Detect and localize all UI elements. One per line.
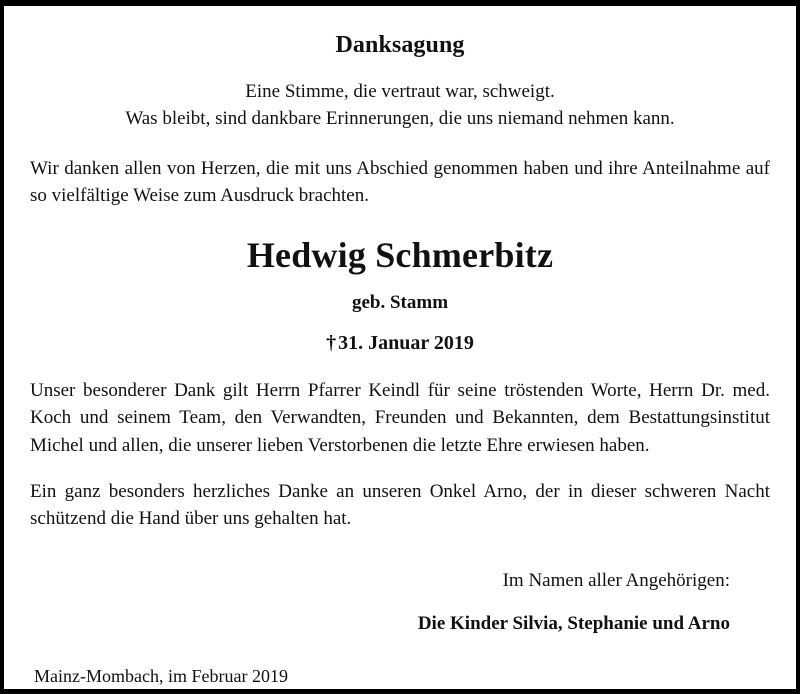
place-and-date: Mainz-Mombach, im Februar 2019 [34, 666, 288, 687]
verse-line-2: Was bleibt, sind dankbare Erinnerungen, die uns niemand nehmen kann. [125, 107, 675, 129]
deceased-maiden-name: geb. Stamm [351, 292, 449, 314]
death-date-value: 31. Januar 2019 [338, 331, 474, 354]
signature-names: Die Kinder Silvia, Stephanie und Arno [417, 613, 730, 635]
page-title: Danksagung [335, 32, 465, 58]
signature-intro: Im Namen aller Angehörigen: [502, 569, 730, 591]
memorial-verse [30, 79, 770, 133]
thanks-detail-paragraph-1: Unser besonderer Dank gilt Herrn Pfarrer Keindl für seine tröstenden Worte, Herrn Dr. med. Koch und seinem Team, den Verwandten, Freunden und Bekannten, dem Bestattungsinstitut Michel und allen, die unserer lieben Verstorbenen die letzte Ehre erwiesen haben. [30, 379, 770, 456]
thanks-detail-paragraph-2: Ein ganz besonders herzliches Danke an unseren Onkel Arno, der in dieser schweren Nacht schützend die Hand über uns gehalten hat. [30, 481, 770, 530]
death-date-line [30, 331, 770, 355]
verse-line-1: Eine Stimme, die vertraut war, schweigt. [245, 80, 555, 102]
notice-inner-content [4, 6, 796, 689]
cross-icon: † [326, 331, 337, 354]
thanks-intro-paragraph: Wir danken allen von Herzen, die mit uns Abschied genommen haben und ihre Anteilnahme auf so vielfältige Weise zum Ausdruck brachten. [30, 157, 770, 207]
signature-block [30, 569, 770, 637]
deceased-name: Hedwig Schmerbitz [246, 234, 554, 275]
